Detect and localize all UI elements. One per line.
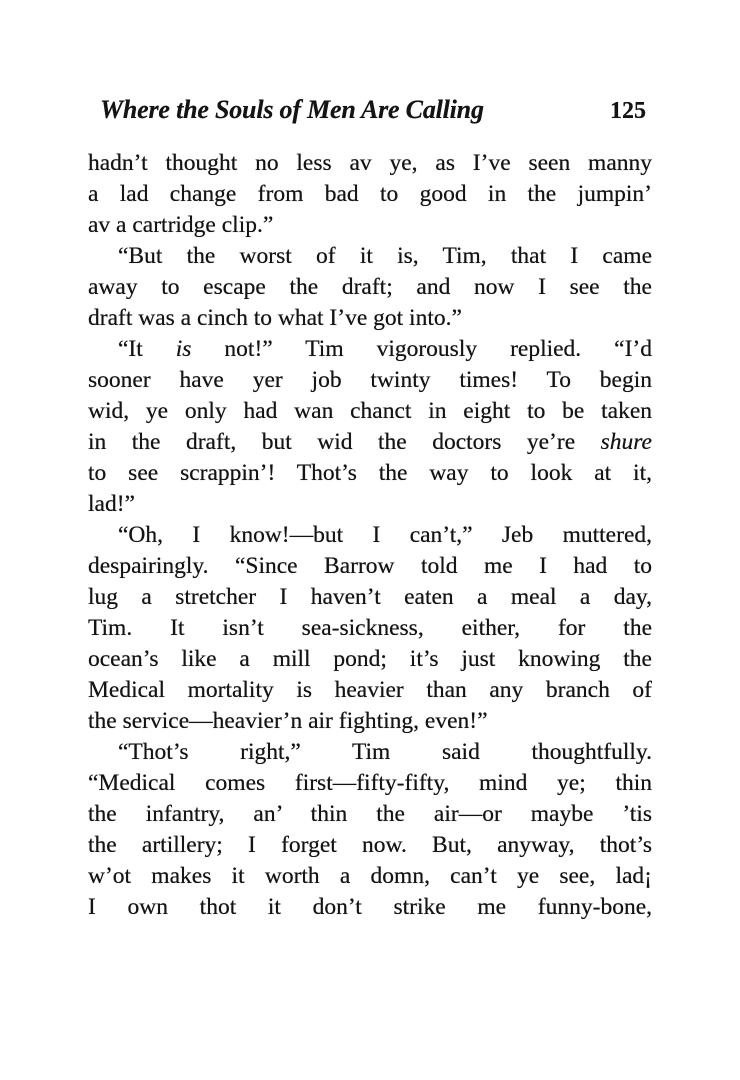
text-line — [88, 334, 652, 365]
text-line — [88, 830, 652, 861]
body-text: lug a stretcher I haven’t eaten a meal a day, — [88, 584, 652, 610]
body-text: the infantry, an’ thin the air—or maybe ’tis — [88, 801, 652, 827]
body-text: not!” Tim vigorously replied. “I’d — [191, 336, 652, 362]
text-line — [88, 644, 652, 675]
body-text: the artillery; I forget now. But, anyway, thot’s — [88, 832, 652, 858]
text-line — [88, 210, 652, 241]
text-line — [88, 613, 652, 644]
text-line — [88, 365, 652, 396]
body-text: “It — [118, 336, 176, 362]
body-text: av a cartridge clip.” — [88, 212, 274, 238]
body-text: draft was a cinch to what I’ve got into.” — [88, 305, 462, 331]
text-line — [88, 768, 652, 799]
text-line — [88, 675, 652, 706]
body-text: hadn’t thought no less av ye, as I’ve seen manny — [88, 150, 652, 176]
body-text: ocean’s like a mill pond; it’s just knowing the — [88, 646, 652, 672]
body-text: despairingly. “Since Barrow told me I had to — [88, 553, 652, 579]
body-text: Tim. It isn’t sea-sickness, either, for the — [88, 615, 652, 641]
page-body — [88, 148, 652, 923]
text-line — [88, 737, 652, 768]
body-text: wid, ye only had wan chanct in eight to be taken — [88, 398, 652, 424]
italic-text: shure — [600, 429, 652, 455]
body-text: “But the worst of it is, Tim, that I came — [118, 243, 652, 269]
page-header — [100, 95, 646, 129]
text-line — [88, 861, 652, 892]
body-text: “Thot’s right,” Tim said thoughtfully. — [118, 739, 652, 765]
text-line — [88, 272, 652, 303]
text-line — [88, 706, 652, 737]
text-line — [88, 520, 652, 551]
text-line — [88, 458, 652, 489]
text-line — [88, 148, 652, 179]
body-text: lad!” — [88, 491, 135, 517]
body-text: in the draft, but wid the doctors ye’re — [88, 429, 601, 455]
body-text: “Oh, I know!—but I can’t,” Jeb muttered, — [118, 522, 652, 548]
page-number: 125 — [610, 98, 646, 124]
body-text: the service—heavier’n air fighting, even!” — [88, 708, 488, 734]
text-line — [88, 582, 652, 613]
text-line — [88, 303, 652, 334]
body-text: away to escape the draft; and now I see the — [88, 274, 652, 300]
text-line — [88, 396, 652, 427]
text-line — [88, 241, 652, 272]
body-text: I own thot it don’t strike me funny-bone, — [88, 894, 652, 920]
running-title: Where the Souls of Men Are Calling — [100, 95, 484, 124]
text-line — [88, 489, 652, 520]
body-text: to see scrappin’! Thot’s the way to look at it, — [88, 460, 652, 486]
body-text: Medical mortality is heavier than any branch of — [88, 677, 652, 703]
text-line — [88, 551, 652, 582]
text-line — [88, 892, 652, 923]
text-line — [88, 799, 652, 830]
body-text: a lad change from bad to good in the jumpin’ — [88, 181, 652, 207]
body-text: “Medical comes first—fifty-fifty, mind ye; thin — [88, 770, 652, 796]
text-line — [88, 179, 652, 210]
body-text: w’ot makes it worth a domn, can’t ye see, lad¡ — [88, 863, 652, 889]
italic-text: is — [175, 336, 192, 362]
body-text: sooner have yer job twinty times! To begin — [88, 367, 652, 393]
text-line — [88, 427, 652, 458]
